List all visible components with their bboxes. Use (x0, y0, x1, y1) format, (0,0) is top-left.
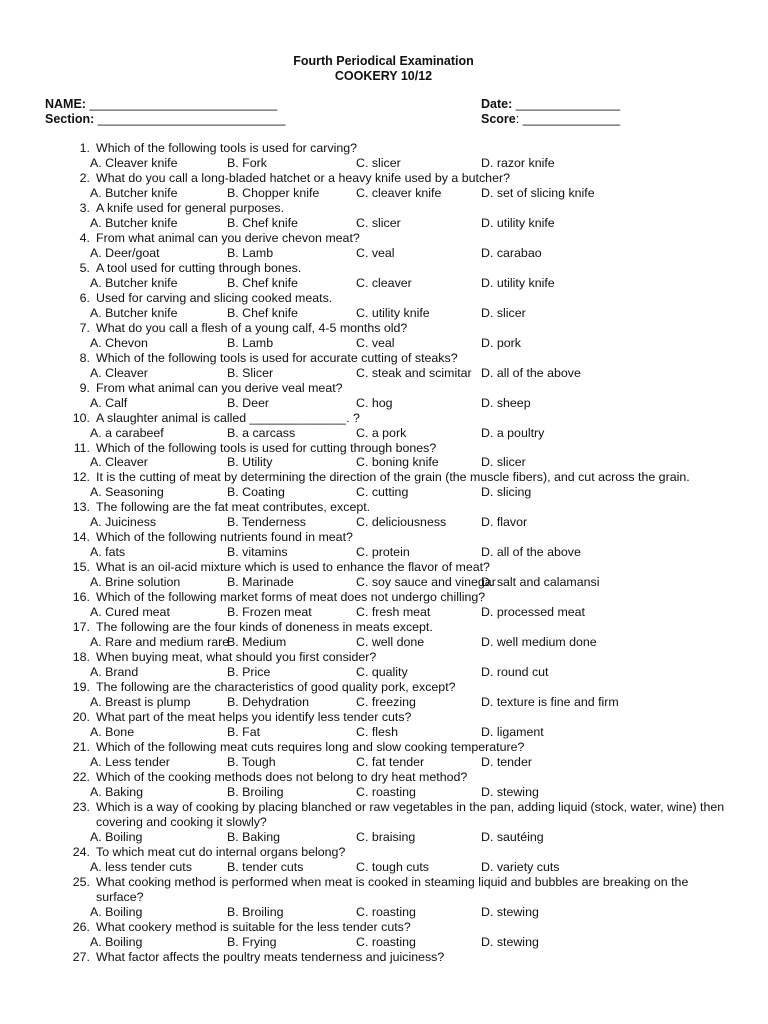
question-item (45, 500, 728, 530)
answer-options (45, 396, 728, 411)
question-item (45, 560, 728, 590)
question-text: The following are the four kinds of doneness in meats except. (96, 620, 433, 635)
answer-option: C. steak and scimitar (356, 365, 472, 380)
answer-option: D. a poultry (481, 425, 545, 440)
question-number: 1. (79, 141, 90, 155)
section-line: ___________________________ (94, 112, 286, 126)
answer-options (45, 830, 728, 845)
question-stem (45, 321, 728, 336)
answer-options (45, 635, 728, 650)
answer-option: C. veal (356, 335, 395, 350)
question-number: 24. (72, 844, 90, 859)
section-field (45, 112, 286, 127)
answer-option: D. stewing (481, 784, 539, 799)
name-label: NAME: (45, 97, 86, 111)
question-stem (45, 620, 728, 635)
question-item (45, 201, 728, 231)
question-number: 27. (72, 949, 90, 964)
question-text: Which is a way of cooking by placing blanched or raw vegetables in the pan, adding liquid (stock, water, wine) then covering and cooking it slowly? (96, 799, 725, 829)
score-field (481, 112, 620, 127)
answer-option: B. tender cuts (227, 859, 304, 874)
question-item (45, 920, 728, 950)
answer-option: D. flavor (481, 515, 528, 530)
answer-option: D. salt and calamansi (481, 575, 600, 590)
answer-option: D. round cut (481, 665, 549, 680)
question-text: The following are the fat meat contributes, except. (96, 500, 371, 515)
answer-option: C. a pork (356, 425, 407, 440)
answer-options (45, 426, 728, 441)
question-number: 6. (79, 290, 90, 305)
answer-option: B. Medium (227, 635, 287, 650)
answer-option: D. all of the above (481, 365, 581, 380)
question-stem (45, 530, 728, 545)
answer-options (45, 665, 728, 680)
question-stem (45, 920, 728, 935)
answer-options (45, 695, 728, 710)
answer-option: D. utility knife (481, 275, 555, 290)
question-text: Which of the following tools is used for accurate cutting of steaks? (96, 350, 458, 365)
answer-option: C. cutting (356, 485, 409, 500)
question-stem (45, 800, 728, 830)
question-stem (45, 201, 728, 216)
answer-options (45, 935, 728, 950)
question-item (45, 141, 728, 171)
question-number: 19. (72, 680, 90, 695)
question-item (45, 950, 728, 965)
answer-option: A. Chevon (90, 335, 148, 350)
answer-option: C. boning knife (356, 455, 439, 470)
answer-option: C. veal (356, 245, 395, 260)
question-stem (45, 351, 728, 366)
answer-option: A. fats (90, 545, 126, 560)
answer-option: B. Slicer (227, 365, 274, 380)
answer-options (45, 246, 728, 261)
answer-options (45, 725, 728, 740)
answer-option: A. Brine solution (90, 575, 181, 590)
answer-option: D. set of slicing knife (481, 185, 595, 200)
question-item (45, 770, 728, 800)
question-stem (45, 740, 728, 755)
answer-option: B. Marinade (227, 575, 294, 590)
answer-option: B. Chef knife (227, 215, 298, 230)
answer-option: B. a carcass (227, 425, 296, 440)
question-item (45, 710, 728, 740)
answer-option: D. razor knife (481, 155, 555, 170)
question-text: From what animal can you derive chevon meat? (96, 230, 360, 245)
question-number: 25. (72, 874, 90, 889)
answer-options (45, 785, 728, 800)
answer-option: C. slicer (356, 215, 401, 230)
question-item (45, 845, 728, 875)
answer-option: D. carabao (481, 245, 542, 260)
question-stem (45, 141, 728, 156)
answer-option: C. utility knife (356, 305, 430, 320)
question-text: A slaughter animal is called ______________. ? (96, 410, 360, 425)
question-number: 9. (79, 380, 90, 395)
question-item (45, 875, 728, 920)
question-stem (45, 411, 728, 426)
answer-option: B. Tough (227, 755, 276, 770)
answer-option: D. stewing (481, 934, 539, 949)
question-number: 11. (73, 440, 90, 455)
name-field (45, 97, 277, 112)
question-text: What is an oil-acid mixture which is used to enhance the flavor of meat? (96, 560, 490, 575)
question-stem (45, 381, 728, 396)
answer-options (45, 860, 728, 875)
name-line: ___________________________ (85, 97, 278, 111)
student-info (45, 97, 728, 127)
answer-option: C. quality (356, 665, 408, 680)
score-label: Score (481, 112, 516, 126)
question-item (45, 800, 728, 845)
question-stem (45, 261, 728, 276)
question-stem (45, 680, 728, 695)
question-text: A tool used for cutting through bones. (96, 260, 302, 275)
question-number: 3. (79, 200, 90, 215)
answer-option: C. roasting (356, 904, 416, 919)
question-item (45, 590, 728, 620)
answer-option: B. Price (227, 665, 271, 680)
question-text: What cookery method is suitable for the less tender cuts? (96, 919, 411, 934)
answer-option: A. Boiling (90, 829, 143, 844)
date-field (481, 97, 620, 112)
answer-option: D. stewing (481, 904, 539, 919)
answer-option: C. slicer (356, 155, 401, 170)
answer-option: B. Broiling (227, 784, 284, 799)
question-item (45, 740, 728, 770)
question-number: 8. (79, 350, 90, 365)
answer-options (45, 186, 728, 201)
answer-option: B. Lamb (227, 245, 274, 260)
answer-option: D. tender (481, 755, 532, 770)
answer-option: B. Frying (227, 934, 277, 949)
answer-option: A. Breast is plump (90, 695, 191, 710)
answer-option: C. protein (356, 545, 410, 560)
answer-option: A. Brand (90, 665, 139, 680)
question-number: 16. (72, 590, 90, 605)
question-number: 22. (72, 770, 90, 785)
answer-option: C. cleaver knife (356, 185, 442, 200)
question-number: 21. (72, 740, 90, 755)
question-item (45, 381, 728, 411)
answer-option: D. processed meat (481, 605, 585, 620)
answer-options (45, 515, 728, 530)
answer-option: B. Fork (227, 155, 267, 170)
question-number: 5. (79, 260, 90, 275)
answer-option: A. Boiling (90, 904, 143, 919)
answer-option: A. Juiciness (90, 515, 157, 530)
question-text: When buying meat, what should you first consider? (96, 650, 377, 665)
question-item (45, 321, 728, 351)
question-number: 12. (72, 470, 90, 485)
question-item (45, 231, 728, 261)
question-number: 14. (72, 530, 90, 545)
question-item (45, 620, 728, 650)
question-item (45, 291, 728, 321)
question-text: What part of the meat helps you identify less tender cuts? (96, 710, 412, 725)
question-stem (45, 560, 728, 575)
question-text: Which of the following tools is used for carving? (96, 141, 358, 155)
answer-option: D. variety cuts (481, 859, 560, 874)
question-text: What factor affects the poultry meats tenderness and juiciness? (96, 949, 445, 964)
question-text: Which of the following meat cuts requires long and slow cooking temperature? (96, 740, 525, 755)
answer-options (45, 485, 728, 500)
question-item (45, 680, 728, 710)
answer-options (45, 755, 728, 770)
answer-options (45, 216, 728, 231)
question-stem (45, 845, 728, 860)
answer-option: C. roasting (356, 934, 416, 949)
answer-option: C. tough cuts (356, 859, 430, 874)
answer-option: D. ligament (481, 725, 544, 740)
question-stem (45, 441, 728, 456)
answer-option: C. freezing (356, 695, 416, 710)
score-line: : ______________ (515, 112, 621, 126)
answer-option: B. vitamins (227, 545, 288, 560)
answer-option: C. braising (356, 829, 416, 844)
question-stem (45, 171, 728, 186)
question-text: Which of the cooking methods does not belong to dry heat method? (96, 770, 468, 785)
question-stem (45, 500, 728, 515)
question-stem (45, 470, 728, 485)
answer-option: A. less tender cuts (90, 859, 192, 874)
date-label: Date: (481, 97, 513, 111)
question-text: To which meat cut do internal organs belong? (96, 844, 346, 859)
answer-option: B. Deer (227, 395, 270, 410)
answer-option: A. Baking (90, 784, 144, 799)
exam-title: Fourth Periodical Examination (293, 54, 474, 68)
question-text: What cooking method is performed when meat is cooked in steaming liquid and bubbles are breaking on the surface? (96, 874, 689, 904)
answer-option: D. all of the above (481, 545, 581, 560)
answer-option: A. Cleaver (90, 455, 148, 470)
answer-option: A. Butcher knife (90, 185, 178, 200)
answer-option: C. fresh meat (356, 605, 431, 620)
question-text: Which of the following market forms of meat does not undergo chilling? (96, 590, 486, 605)
question-number: 18. (72, 650, 90, 665)
date-line: _______________ (512, 97, 621, 111)
question-number: 7. (79, 320, 90, 335)
answer-option: B. Utility (227, 455, 273, 470)
question-item (45, 261, 728, 291)
answer-option: D. sautéing (481, 829, 544, 844)
answer-option: A. Butcher knife (90, 305, 178, 320)
answer-option: A. Cured meat (90, 605, 170, 620)
question-stem (45, 950, 728, 965)
question-item (45, 470, 728, 500)
question-text: A knife used for general purposes. (96, 200, 285, 215)
question-number: 20. (72, 710, 90, 725)
answer-option: A. a carabeef (90, 425, 164, 440)
question-number: 4. (79, 230, 90, 245)
question-number: 2. (79, 170, 90, 185)
answer-option: C. well done (356, 635, 425, 650)
answer-option: C. cleaver (356, 275, 412, 290)
exam-subtitle: COOKERY 10/12 (334, 69, 433, 83)
question-number: 23. (72, 799, 90, 814)
answer-option: C. roasting (356, 784, 416, 799)
answer-option: B. Chopper knife (227, 185, 320, 200)
answer-option: A. Calf (90, 395, 128, 410)
answer-option: D. texture is fine and firm (481, 695, 619, 710)
question-text: What do you call a long-bladed hatchet or a heavy knife used by a butcher? (96, 170, 510, 185)
question-stem (45, 231, 728, 246)
answer-option: A. Butcher knife (90, 215, 178, 230)
question-number: 10. (72, 410, 90, 425)
answer-option: B. Baking (227, 829, 281, 844)
answer-options (45, 306, 728, 321)
answer-option: D. slicing (481, 485, 532, 500)
answer-options (45, 276, 728, 291)
answer-option: D. slicer (481, 305, 526, 320)
answer-options (45, 575, 728, 590)
answer-options (45, 545, 728, 560)
answer-option: D. utility knife (481, 215, 555, 230)
question-number: 13. (72, 500, 90, 515)
answer-option: A. Cleaver knife (90, 155, 178, 170)
question-stem (45, 770, 728, 785)
question-stem (45, 650, 728, 665)
answer-options (45, 366, 728, 381)
answer-option: B. Tenderness (227, 515, 306, 530)
answer-option: B. Chef knife (227, 305, 298, 320)
answer-option: A. Cleaver (90, 365, 148, 380)
answer-option: C. flesh (356, 725, 399, 740)
question-text: What do you call a flesh of a young calf, 4-5 months old? (96, 320, 408, 335)
answer-option: C. fat tender (356, 755, 425, 770)
question-item (45, 441, 728, 471)
answer-option: A. Butcher knife (90, 275, 178, 290)
answer-options (45, 455, 728, 470)
question-number: 15. (72, 560, 90, 575)
answer-option: B. Coating (227, 485, 285, 500)
answer-options (45, 336, 728, 351)
answer-option: B. Lamb (227, 335, 274, 350)
question-text: Which of the following tools is used for cutting through bones? (96, 440, 437, 455)
answer-option: B. Fat (227, 725, 261, 740)
answer-option: C. hog (356, 395, 393, 410)
answer-option: B. Dehydration (227, 695, 309, 710)
answer-option: A. Rare and medium rare (90, 635, 230, 650)
answer-option: B. Chef knife (227, 275, 298, 290)
answer-option: A. Boiling (90, 934, 143, 949)
question-text: Which of the following nutrients found in meat? (96, 530, 353, 545)
question-text: It is the cutting of meat by determining the direction of the grain (the muscle fibers), and cut across the grain. (96, 470, 690, 485)
question-text: The following are the characteristics of good quality pork, except? (96, 680, 456, 695)
answer-option: D. well medium done (481, 635, 597, 650)
answer-options (45, 605, 728, 620)
question-stem (45, 710, 728, 725)
section-label: Section: (45, 112, 95, 126)
answer-option: B. Broiling (227, 904, 284, 919)
answer-option: A. Less tender (90, 755, 170, 770)
answer-option: A. Deer/goat (90, 245, 160, 260)
answer-option: D. pork (481, 335, 521, 350)
answer-options (45, 905, 728, 920)
question-item (45, 351, 728, 381)
question-item (45, 171, 728, 201)
answer-option: C. soy sauce and vinegar (356, 575, 496, 590)
question-text: Used for carving and slicing cooked meats. (96, 290, 333, 305)
question-number: 26. (72, 919, 90, 934)
answer-option: D. sheep (481, 395, 531, 410)
question-item (45, 530, 728, 560)
question-stem (45, 590, 728, 605)
question-stem (45, 875, 728, 905)
question-number: 17. (72, 620, 90, 635)
answer-options (45, 156, 728, 171)
question-list (45, 141, 728, 965)
answer-option: A. Seasoning (90, 485, 164, 500)
answer-option: D. slicer (481, 455, 526, 470)
question-text: From what animal can you derive veal meat? (96, 380, 343, 395)
info-row-section (45, 112, 728, 127)
answer-option: B. Frozen meat (227, 605, 312, 620)
answer-option: C. deliciousness (356, 515, 447, 530)
question-item (45, 411, 728, 441)
answer-option: A. Bone (90, 725, 135, 740)
question-stem (45, 291, 728, 306)
question-item (45, 650, 728, 680)
info-row-name (45, 97, 728, 112)
